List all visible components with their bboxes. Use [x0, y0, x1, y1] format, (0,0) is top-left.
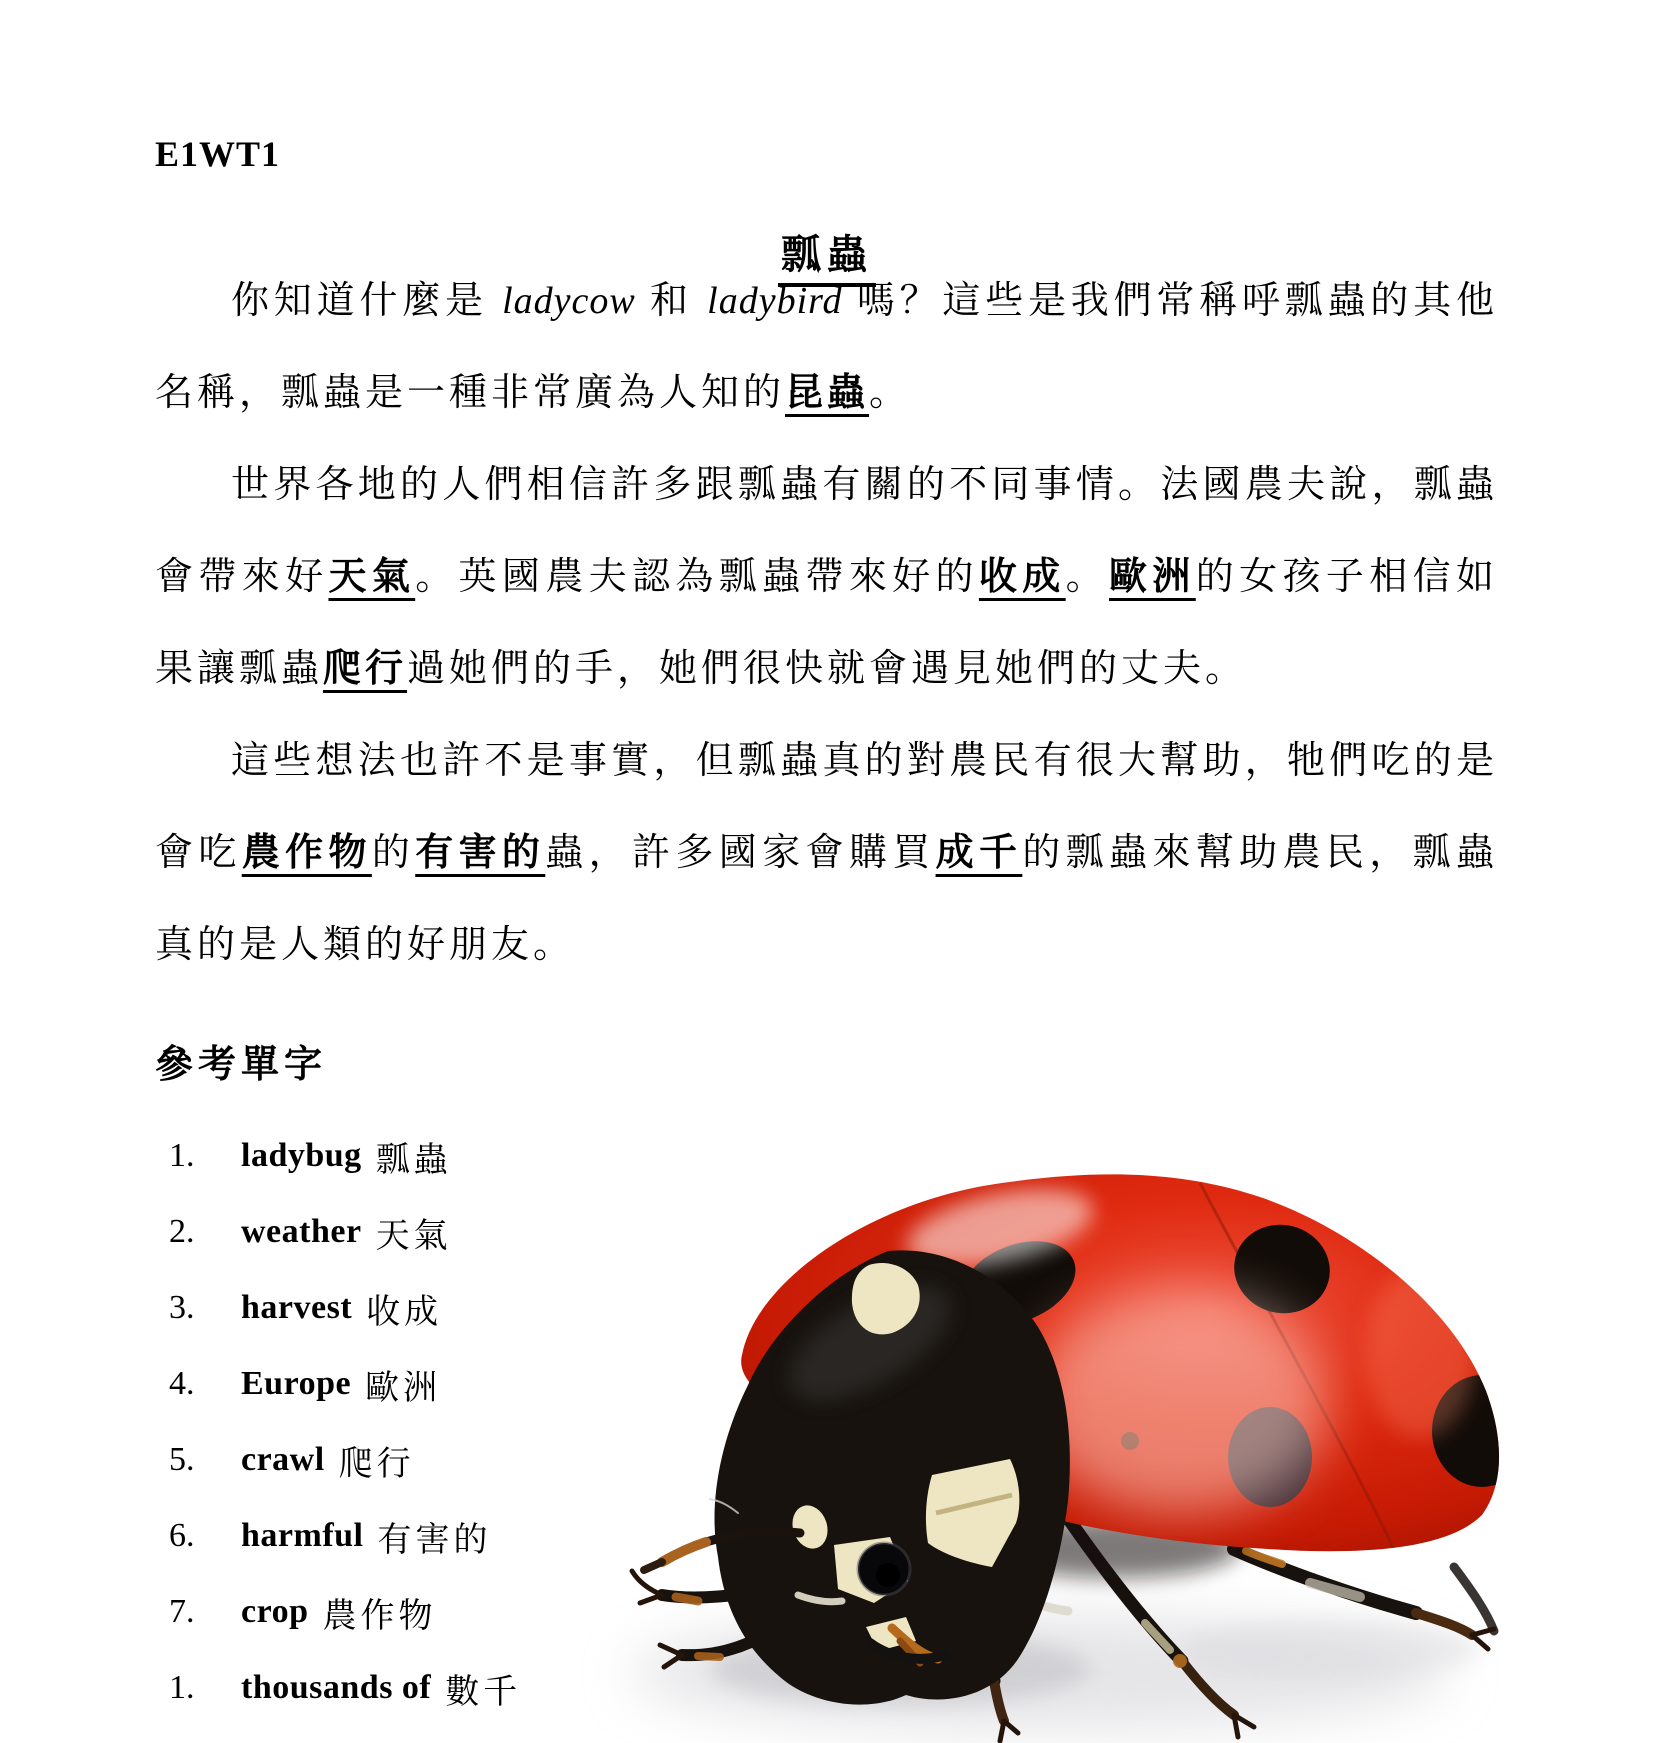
text-segment: 。 [869, 372, 912, 414]
text-segment: 農作物 [241, 832, 372, 874]
vocab-english: crop [241, 1593, 309, 1630]
page-title: 瓢蟲 [778, 232, 876, 287]
vocab-number: 3. [169, 1289, 195, 1326]
vocab-number: 1. [169, 1669, 195, 1706]
text-segment: 有害的 [415, 832, 546, 874]
vocab-english: crawl [241, 1441, 325, 1478]
text-segment: 天氣 [328, 556, 416, 598]
text-segment: ladybird [707, 280, 843, 322]
text-segment: 昆蟲 [785, 372, 870, 414]
text-segment: 歐洲 [1109, 556, 1196, 598]
paragraph-3 [155, 715, 1498, 991]
vocab-chinese: 瓢蟲 [375, 1141, 452, 1179]
vocab-english: weather [241, 1213, 362, 1250]
text-segment: 。英國農夫認為瓢蟲帶來好的 [415, 556, 979, 598]
vocab-item-crawl [155, 1422, 625, 1498]
ladybug-illustration [570, 1043, 1500, 1743]
vocab-number: 4. [169, 1365, 195, 1402]
text-segment: 這些想法也許不是事實，但瓢蟲真的對農民有很大幫助，牠們吃的是會吃 [155, 740, 1498, 874]
text-segment: 爬行 [323, 648, 408, 690]
article-body [155, 255, 1498, 991]
vocab-number: 1. [169, 1137, 195, 1174]
vocab-chinese: 收成 [366, 1293, 443, 1331]
vocab-item-harmful [155, 1498, 625, 1574]
vocabulary-list [155, 1118, 625, 1726]
text-segment: 過她們的手，她們很快就會遇見她們的丈夫。 [407, 648, 1248, 690]
vocab-item-europe [155, 1346, 625, 1422]
vocab-number: 6. [169, 1517, 195, 1554]
text-segment: 。 [1065, 556, 1110, 598]
vocab-chinese: 農作物 [322, 1597, 437, 1635]
text-segment: 世界各地的人們相信許多跟瓢蟲有關的不同事情。法國農夫說，瓢蟲會帶來好 [155, 464, 1498, 598]
vocab-chinese: 有害的 [377, 1521, 492, 1559]
text-segment: 嗎？這些是我們常稱呼瓢蟲的其他名稱，瓢蟲是一種非常廣為人知的 [155, 280, 1498, 414]
vocab-number: 2. [169, 1213, 195, 1250]
paragraph-2 [155, 439, 1498, 715]
paragraph-1 [155, 255, 1498, 439]
vocab-item-harvest [155, 1270, 625, 1346]
text-segment: 的瓢蟲來幫助農民，瓢蟲真的是人類的好朋友。 [155, 832, 1498, 966]
text-segment: 和 [635, 280, 708, 322]
text-segment: 你知道什麼是 [231, 280, 503, 322]
text-segment: 成千 [935, 832, 1023, 874]
vocab-chinese: 爬行 [338, 1445, 415, 1483]
text-segment: 蟲，許多國家會購買 [545, 832, 936, 874]
vocab-item-thousands-of [155, 1650, 625, 1726]
vocab-english: ladybug [241, 1137, 362, 1174]
ladybug-photo [570, 1043, 1500, 1743]
vocabulary-heading: 參考單字 [155, 1044, 328, 1086]
vocab-number: 5. [169, 1441, 195, 1478]
document-code: E1WT1 [155, 134, 281, 174]
text-segment: 收成 [978, 556, 1066, 598]
vocab-chinese: 天氣 [375, 1217, 452, 1255]
text-segment: ladycow [502, 280, 636, 322]
vocab-number: 7. [169, 1593, 195, 1630]
vocab-item-ladybug [155, 1118, 625, 1194]
vocab-english: Europe [241, 1365, 352, 1402]
vocab-chinese: 數千 [445, 1673, 522, 1711]
vocab-english: harmful [241, 1517, 364, 1554]
vocab-item-weather [155, 1194, 625, 1270]
text-segment: 的女孩子相信如果讓瓢蟲 [155, 556, 1498, 690]
vocab-english: thousands of [241, 1669, 432, 1706]
vocab-english: harvest [241, 1289, 353, 1326]
text-segment: 的 [371, 832, 416, 874]
vocab-chinese: 歐洲 [365, 1369, 442, 1407]
vocab-item-crop [155, 1574, 625, 1650]
